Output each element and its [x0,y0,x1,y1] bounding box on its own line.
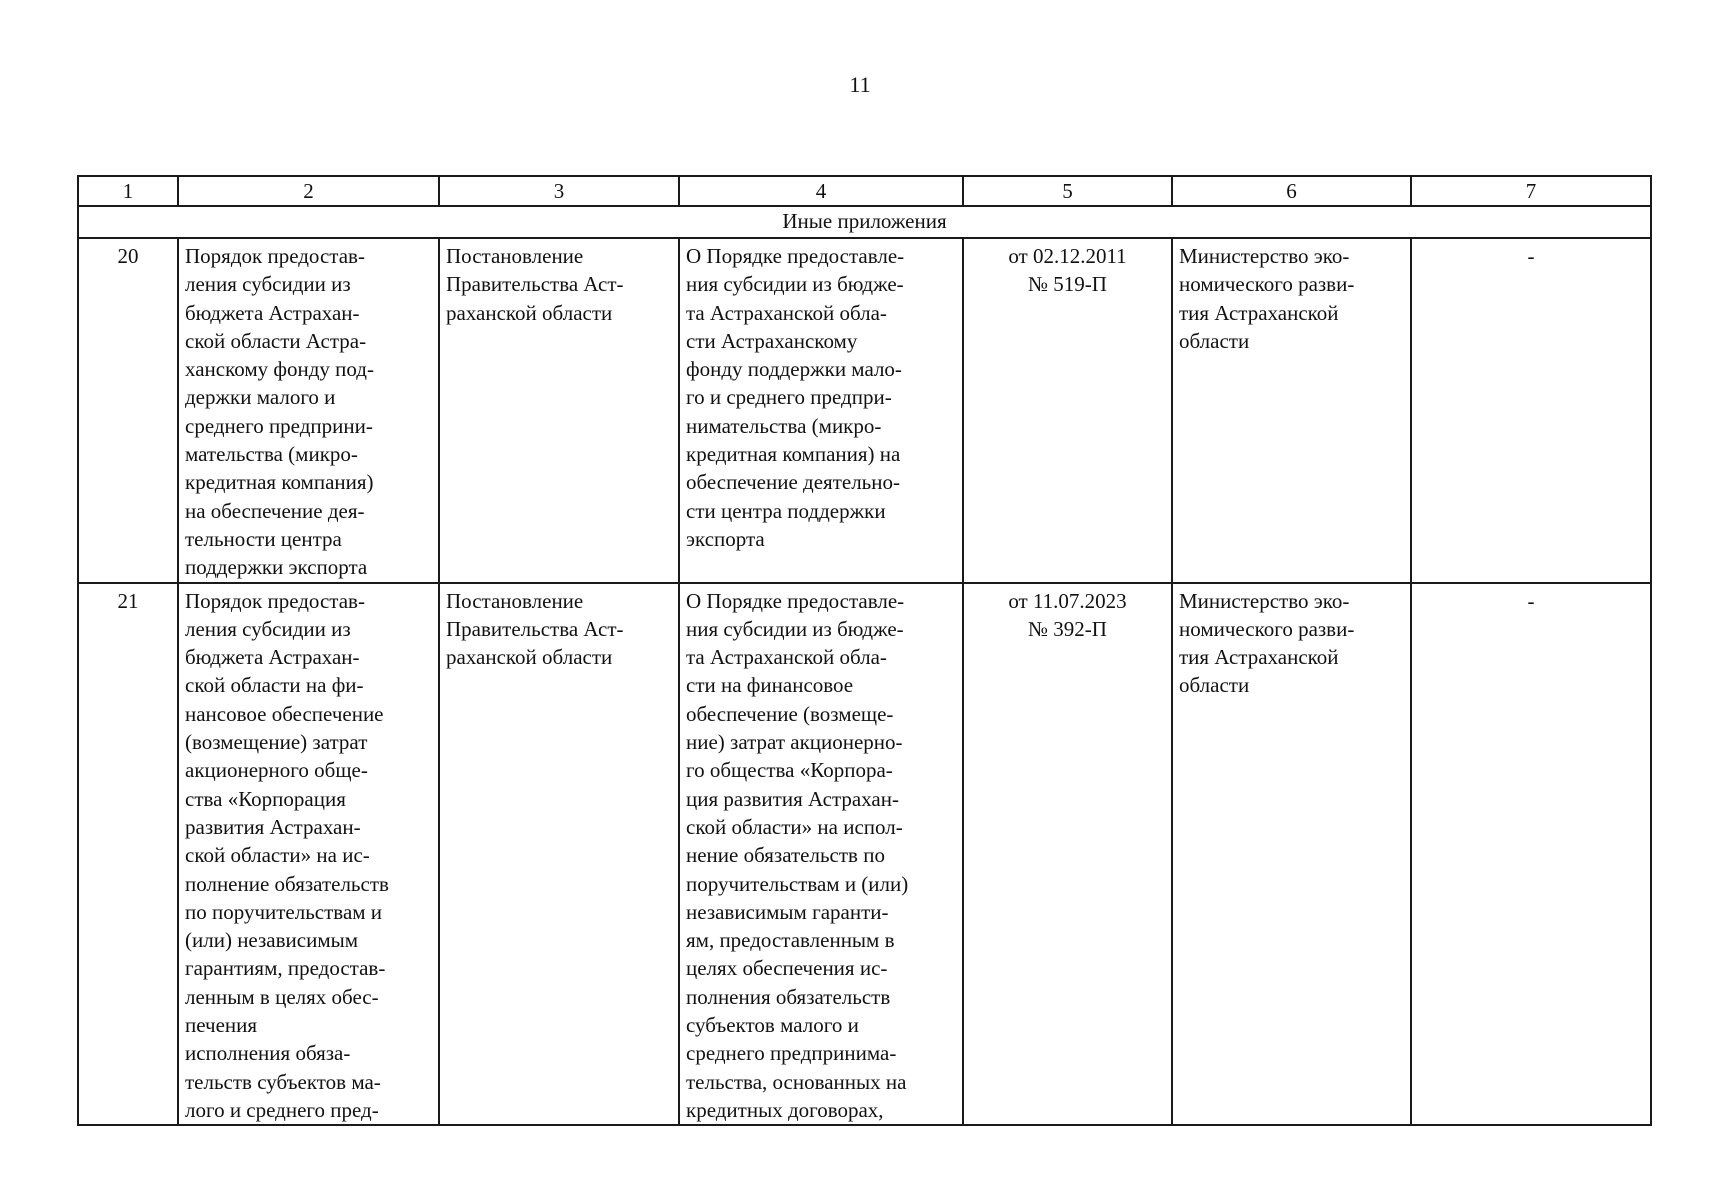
cell-line: держки малого и [185,385,336,410]
cell-line: го и среднего предпри- [686,385,892,410]
cell-line: ской области Астра- [185,328,367,353]
cell-line: поручительствам и (или) [686,871,909,896]
column-number-row [78,176,1651,206]
cell-line: раханской области [446,300,613,325]
row-title-cell [679,238,963,583]
cell-line: гарантиям, предостав- [185,956,386,981]
cell-line: среднего предпринима- [686,1041,897,1066]
column-number: 7 [1411,176,1651,206]
document-table [77,175,1652,1126]
cell-line: акционерного обще- [185,758,368,783]
cell-line: (или) независимым [185,928,359,953]
cell-line: Порядок предостав- [185,588,365,613]
row-authority-cell [1172,238,1411,583]
cell-line: ханскому фонду под- [185,357,374,382]
section-row [78,206,1651,238]
cell-line: ям, предоставленным в [686,928,895,953]
cell-line: ской области» на испол- [686,814,903,839]
cell-line: та Астраханской обла- [686,300,887,325]
row-title-cell [679,583,963,1126]
row-note-cell: - [1411,238,1651,583]
cell-line: целях обеспечения ис- [686,956,888,981]
cell-line: № 392-П [1028,616,1107,641]
cell-line: сти центра поддержки [686,498,886,523]
cell-line: ления субсидии из [185,272,351,297]
cell-line: ской области» на ис- [185,843,370,868]
row-name-cell [178,583,439,1126]
cell-line: ция развития Астрахан- [686,786,899,811]
cell-line: № 519-П [1028,272,1107,297]
row-date-cell [963,583,1172,1126]
column-number: 2 [178,176,439,206]
cell-line: ства «Корпорация [185,786,346,811]
cell-line: нансовое обеспечение [185,701,384,726]
cell-line: (возмещение) затрат [185,730,368,755]
cell-line: печения [185,1013,258,1038]
cell-line: обеспечение (возмеще- [686,701,894,726]
cell-line: сти на финансовое [686,673,854,698]
column-number: 3 [439,176,679,206]
cell-line: лого и среднего пред- [185,1097,379,1122]
column-number: 6 [1172,176,1411,206]
cell-line: кредитная компания) [185,470,374,495]
cell-line: тельности центра [185,526,342,551]
cell-line: ния субсидии из бюдже- [686,616,904,641]
cell-line: мательства (микро- [185,442,358,467]
row-number: 21 [78,583,178,1126]
row-authority-cell [1172,583,1411,1126]
cell-line: от 02.12.2011 [1008,244,1127,268]
cell-line: бюджета Астрахан- [185,645,360,670]
cell-line: полнения обязательств [686,984,891,1009]
cell-line: раханской области [446,645,613,670]
cell-line: го общества «Корпора- [686,758,893,783]
cell-line: сти Астраханскому [686,328,858,353]
cell-line: Постановление [446,244,584,268]
cell-line: Постановление [446,588,584,613]
cell-line: тельства, основанных на [686,1069,907,1094]
cell-line: ние) затрат акционерно- [686,730,903,755]
cell-line: области [1179,328,1250,353]
cell-line: развития Астрахан- [185,814,361,839]
cell-line: та Астраханской обла- [686,645,887,670]
cell-line: по поручительствам и [185,899,383,924]
cell-line: ской области на фи- [185,673,364,698]
column-number: 1 [78,176,178,206]
cell-line: кредитная компания) на [686,442,901,467]
cell-line: исполнения обяза- [185,1041,351,1066]
cell-line: ния субсидии из бюдже- [686,272,904,297]
cell-line: тельств субъектов ма- [185,1069,381,1094]
cell-line: на обеспечение дея- [185,498,365,523]
cell-line: обеспечение деятельно- [686,470,900,495]
cell-line: среднего предприни- [185,413,373,438]
row-doc-type-cell [439,583,679,1126]
cell-line: ления субсидии из [185,616,351,641]
cell-line: кредитных договорах, [686,1097,884,1122]
cell-line: номического разви- [1179,616,1355,641]
cell-line: фонду поддержки мало- [686,357,902,382]
cell-line: ленным в целях обес- [185,984,379,1009]
table-row [78,238,1651,583]
cell-line: Правительства Аст- [446,616,624,641]
cell-line: О Порядке предоставле- [686,244,905,268]
cell-line: О Порядке предоставле- [686,588,905,613]
row-number: 20 [78,238,178,583]
cell-line: нимательства (микро- [686,413,882,438]
cell-line: Министерство эко- [1179,588,1350,613]
cell-line: от 11.07.2023 [1008,588,1127,613]
column-number: 5 [963,176,1172,206]
section-title: Иные приложения [78,206,1651,238]
cell-line: поддержки экспорта [185,555,368,580]
cell-line: Министерство эко- [1179,244,1350,268]
cell-line: экспорта [686,526,765,551]
row-note-cell: - [1411,583,1651,1126]
row-date-cell [963,238,1172,583]
cell-line: независимым гаранти- [686,899,889,924]
cell-line: области [1179,673,1250,698]
cell-line: тия Астраханской [1179,300,1339,325]
page-number: 11 [849,72,871,97]
cell-line: полнение обязательств [185,871,389,896]
cell-line: Порядок предостав- [185,244,365,268]
column-number: 4 [679,176,963,206]
row-name-cell [178,238,439,583]
cell-line: субъектов малого и [686,1013,859,1038]
cell-line: номического разви- [1179,272,1355,297]
table-row [78,583,1651,1126]
cell-line: тия Астраханской [1179,645,1339,670]
cell-line: Правительства Аст- [446,272,624,297]
row-doc-type-cell [439,238,679,583]
cell-line: бюджета Астрахан- [185,300,360,325]
cell-line: нение обязательств по [686,843,885,868]
